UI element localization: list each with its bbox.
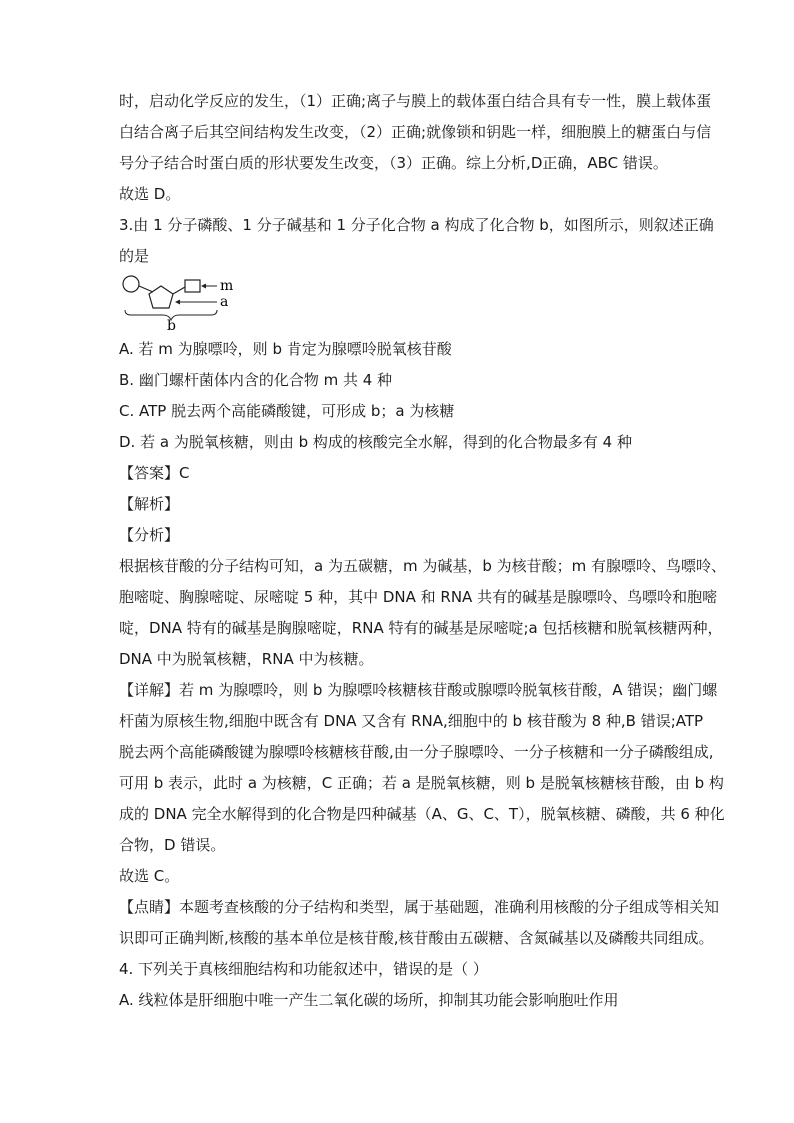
text-line: 号分子结合时蛋白质的形状要发生改变，（3）正确。综上分析,D正确，ABC 错误。 xyxy=(119,154,668,172)
option-d: D. 若 a 为脱氧核糖，则由 b 构成的核酸完全水解，得到的化合物最多有 4 种 xyxy=(119,433,632,451)
text-line: 白结合离子后其空间结构发生改变，（2）正确;就像锁和钥匙一样，细胞膜上的糖蛋白与信 xyxy=(119,123,712,141)
dianjing-line: 识即可正确判断,核酸的基本单位是核苷酸,核苷酸由五碳糖、含氮碱基以及磷酸共同组成。 xyxy=(119,929,714,947)
fenxi-line: 胞嘧啶、胸腺嘧啶、尿嘧啶 5 种，其中 DNA 和 RNA 共有的碱基是腺嘌呤、鸟嘌呤和胞嘧 xyxy=(119,588,718,606)
question3-stem-line: 3.由 1 分子磷酸、1 分子碱基和 1 分子化合物 a 构成了化合物 b，如图所示，则叙述正确 xyxy=(119,216,714,234)
pentose-pentagon xyxy=(149,286,173,308)
answer-line: 【答案】C xyxy=(119,464,190,482)
dianjing-line: 【点睛】本题考查核酸的分子结构和类型，属于基础题，准确利用核酸的分子组成等相关知 xyxy=(119,898,720,916)
arrowhead-a xyxy=(175,300,180,305)
question4-stem: 4. 下列关于真核细胞结构和功能叙述中，错误的是（ ） xyxy=(119,960,488,978)
choice-line: 故选 C。 xyxy=(119,867,180,885)
fenxi-line: 啶，DNA 特有的碱基是胸腺嘧啶，RNA 特有的碱基是尿嘧啶;a 包括核糖和脱氧核糖两种， xyxy=(119,619,723,637)
question4-option-a: A. 线粒体是肝细胞中唯一产生二氧化碳的场所，抑制其功能会影响胞吐作用 xyxy=(119,991,619,1009)
base-square xyxy=(185,280,200,292)
xiangjie-line: 可用 b 表示，此时 a 为核糖，C 正确；若 a 是脱氧核糖，则 b 是脱氧核糖核苷酸，由 b 构 xyxy=(119,774,724,792)
option-b: B. 幽门螺杆菌体内含的化合物 m 共 4 种 xyxy=(119,371,393,389)
nucleotide-diagram-svg xyxy=(121,274,239,330)
text-line: 时，启动化学反应的发生，（1）正确;离子与膜上的载体蛋白结合具有专一性，膜上载体蛋 xyxy=(119,92,712,110)
arrowhead-m xyxy=(201,284,206,289)
label-m: m xyxy=(220,278,234,294)
xiangjie-line: 合物，D 错误。 xyxy=(119,836,226,854)
option-a: A. 若 m 为腺嘌呤，则 b 肯定为腺嘌呤脱氧核苷酸 xyxy=(119,340,452,358)
fenxi-title: 【分析】 xyxy=(119,526,180,544)
option-c: C. ATP 脱去两个高能磷酸键，可形成 b；a 为核糖 xyxy=(119,402,455,420)
jiexi-title: 【解析】 xyxy=(119,495,180,513)
xiangjie-line: 脱去两个高能磷酸键为腺嘌呤核糖核苷酸,由一分子腺嘌呤、一分子核糖和一分子磷酸组成, xyxy=(119,743,714,761)
bond-line xyxy=(139,286,153,292)
answer-choice-prev: 故选 D。 xyxy=(119,185,181,203)
bond-line xyxy=(173,287,185,294)
xiangjie-line: 杆菌为原核生物,细胞中既含有 DNA 又含有 RNA,细胞中的 b 核苷酸为 8 种,B 错误;ATP xyxy=(119,712,704,730)
question3-stem-line: 的是 xyxy=(119,247,150,265)
nucleotide-diagram xyxy=(121,274,239,330)
xiangjie-line: 【详解】若 m 为腺嘌呤，则 b 为腺嘌呤核糖核苷酸或腺嘌呤脱氧核苷酸，A 错误；幽门螺 xyxy=(119,681,718,699)
label-b: b xyxy=(167,318,176,330)
label-a: a xyxy=(220,294,229,310)
xiangjie-line: 成的 DNA 完全水解得到的化合物是四种碱基（A、G、C、T），脱氧核糖、磷酸，共 6 种化 xyxy=(119,805,725,823)
phosphate-circle xyxy=(123,276,139,292)
fenxi-line: DNA 中为脱氧核糖，RNA 中为核糖。 xyxy=(119,650,374,668)
document-page xyxy=(119,86,727,1016)
fenxi-line: 根据核苷酸的分子结构可知，a 为五碳糖，m 为碱基，b 为核苷酸；m 有腺嘌呤、鸟嘌呤、 xyxy=(119,557,727,575)
